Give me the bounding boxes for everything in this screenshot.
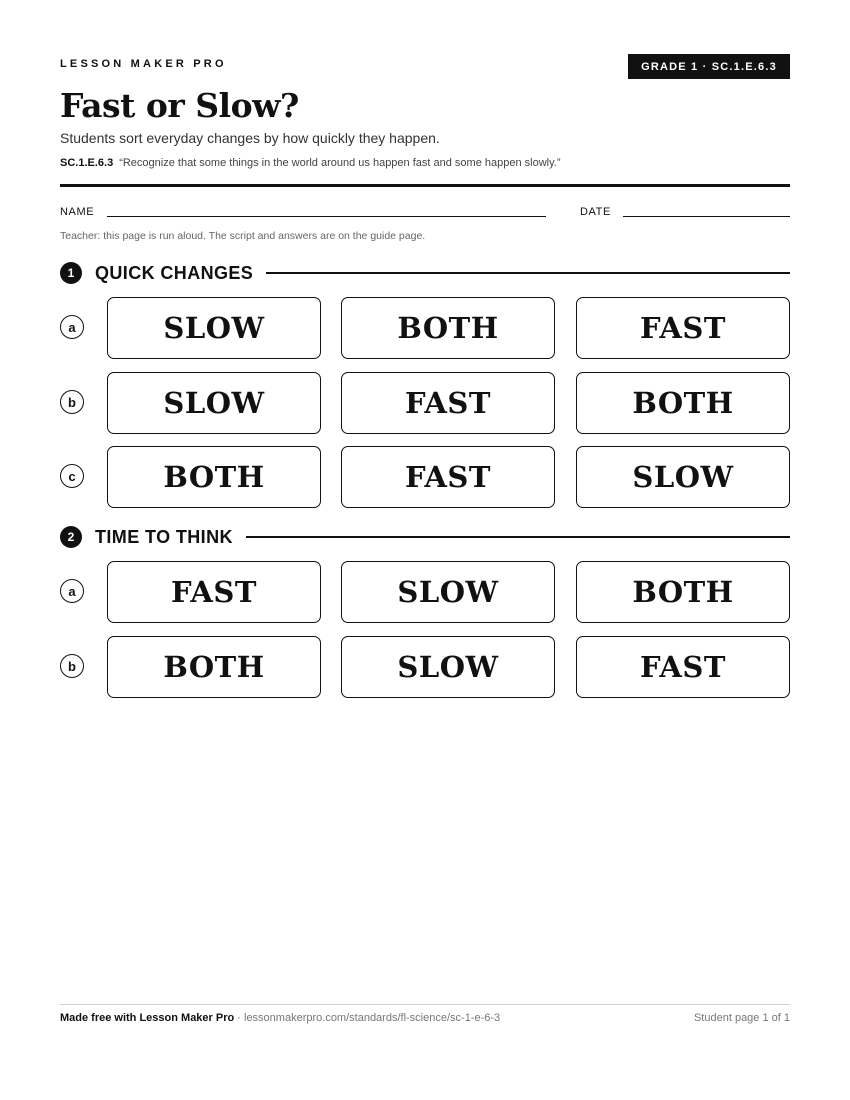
question-row-1b — [60, 372, 790, 434]
grade-badge: GRADE 1 · SC.1.E.6.3 — [628, 54, 790, 79]
section-2-header — [60, 525, 790, 549]
answer-choice[interactable]: BOTH — [341, 297, 555, 359]
question-letter: a — [60, 579, 84, 603]
header-divider — [60, 184, 790, 187]
teacher-note: Teacher: this page is run aloud. The script and answers are on the guide page. — [60, 230, 426, 242]
question-letter: b — [60, 390, 84, 414]
question-row-1c — [60, 446, 790, 508]
answer-choice[interactable]: SLOW — [107, 297, 321, 359]
name-label: NAME — [60, 206, 95, 218]
question-row-2a — [60, 561, 790, 623]
section-title: QUICK CHANGES — [95, 262, 254, 283]
answer-choice[interactable]: BOTH — [107, 636, 321, 698]
answer-choice[interactable]: BOTH — [576, 372, 790, 434]
footer-divider — [60, 1004, 790, 1005]
answer-choice[interactable]: SLOW — [107, 372, 321, 434]
section-number-badge: 1 — [60, 262, 82, 284]
answer-choice[interactable]: FAST — [107, 561, 321, 623]
footer-credit — [60, 1012, 500, 1024]
question-letter: c — [60, 464, 84, 488]
date-label: DATE — [580, 206, 611, 218]
page-subtitle: Students sort everyday changes by how quickly they happen. — [60, 130, 440, 146]
question-row-2b — [60, 636, 790, 698]
name-field[interactable] — [107, 216, 546, 217]
date-field[interactable] — [623, 216, 790, 217]
answer-choice[interactable]: FAST — [576, 636, 790, 698]
footer-made-with: Made free with Lesson Maker Pro — [60, 1012, 235, 1024]
answer-choice[interactable]: SLOW — [341, 636, 555, 698]
section-title: TIME TO THINK — [95, 526, 233, 547]
answer-choice[interactable]: FAST — [341, 446, 555, 508]
footer-page-number: Student page 1 of 1 — [693, 1012, 790, 1024]
question-row-1a — [60, 297, 790, 359]
standard-line — [60, 157, 560, 169]
footer-separator: · — [234, 1012, 244, 1024]
standard-code: SC.1.E.6.3 — [60, 157, 114, 169]
answer-choice[interactable]: BOTH — [576, 561, 790, 623]
question-letter: a — [60, 315, 84, 339]
answer-choice[interactable]: SLOW — [341, 561, 555, 623]
brand-name: LESSON MAKER PRO — [60, 58, 227, 70]
answer-choice[interactable]: BOTH — [107, 446, 321, 508]
answer-choice[interactable]: FAST — [341, 372, 555, 434]
page-title: Fast or Slow? — [60, 86, 299, 125]
answer-choice[interactable]: SLOW — [576, 446, 790, 508]
section-divider — [266, 272, 790, 274]
section-1-header — [60, 261, 790, 285]
section-divider — [246, 536, 790, 538]
standard-text: “Recognize that some things in the world around us happen fast and some happen slowly.” — [119, 157, 561, 169]
section-number-badge: 2 — [60, 526, 82, 548]
footer-url-link[interactable]: lessonmakerpro.com/standards/fl-science/sc-1-e-6-3 — [244, 1012, 501, 1024]
question-letter: b — [60, 654, 84, 678]
answer-choice[interactable]: FAST — [576, 297, 790, 359]
